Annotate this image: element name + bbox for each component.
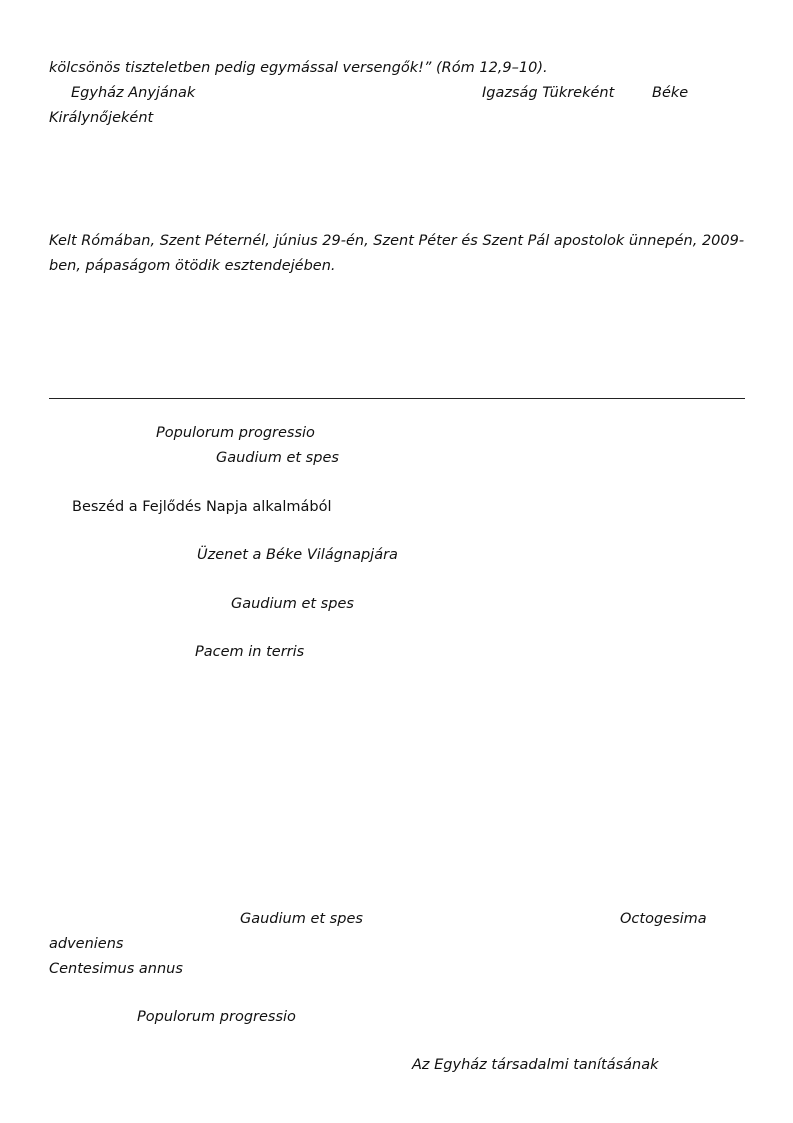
dateline-line-1: Kelt Rómában, Szent Péternél, június 29-én, Szent Péter és Szent Pál apostolok ünnepén, 2009- — [49, 233, 745, 249]
footnote-item: Beszéd a Fejlődés Napja alkalmából — [72, 499, 332, 515]
closing-beke: Béke — [652, 85, 689, 101]
footnote-item: Populorum progressio — [137, 1009, 296, 1025]
footnote-item: Octogesima — [620, 911, 707, 927]
footnote-item: Centesimus annus — [49, 961, 183, 977]
footnote-item: Üzenet a Béke Világnapjára — [197, 547, 398, 563]
footnote-item: Populorum progressio — [156, 425, 315, 441]
footnote-item: Gaudium et spes — [240, 911, 363, 927]
footnote-item: adveniens — [49, 936, 124, 952]
footnote-item: Gaudium et spes — [231, 596, 354, 612]
dateline-line-2: ben, pápaságom ötödik esztendejében. — [49, 258, 336, 274]
footnote-separator — [49, 398, 745, 399]
footnote-item: Pacem in terris — [195, 644, 305, 660]
footnote-item: Az Egyház társadalmi tanításának — [412, 1057, 659, 1073]
closing-quote-line: kölcsönös tiszteletben pedig egymással versengők!” (Róm 12,9–10). — [49, 60, 548, 76]
closing-mother-church: Egyház Anyjának — [71, 85, 196, 101]
closing-mirror-of-justice: Igazság Tükreként — [482, 85, 615, 101]
footnote-item: Gaudium et spes — [216, 450, 339, 466]
closing-queen: Királynőjeként — [49, 110, 154, 126]
